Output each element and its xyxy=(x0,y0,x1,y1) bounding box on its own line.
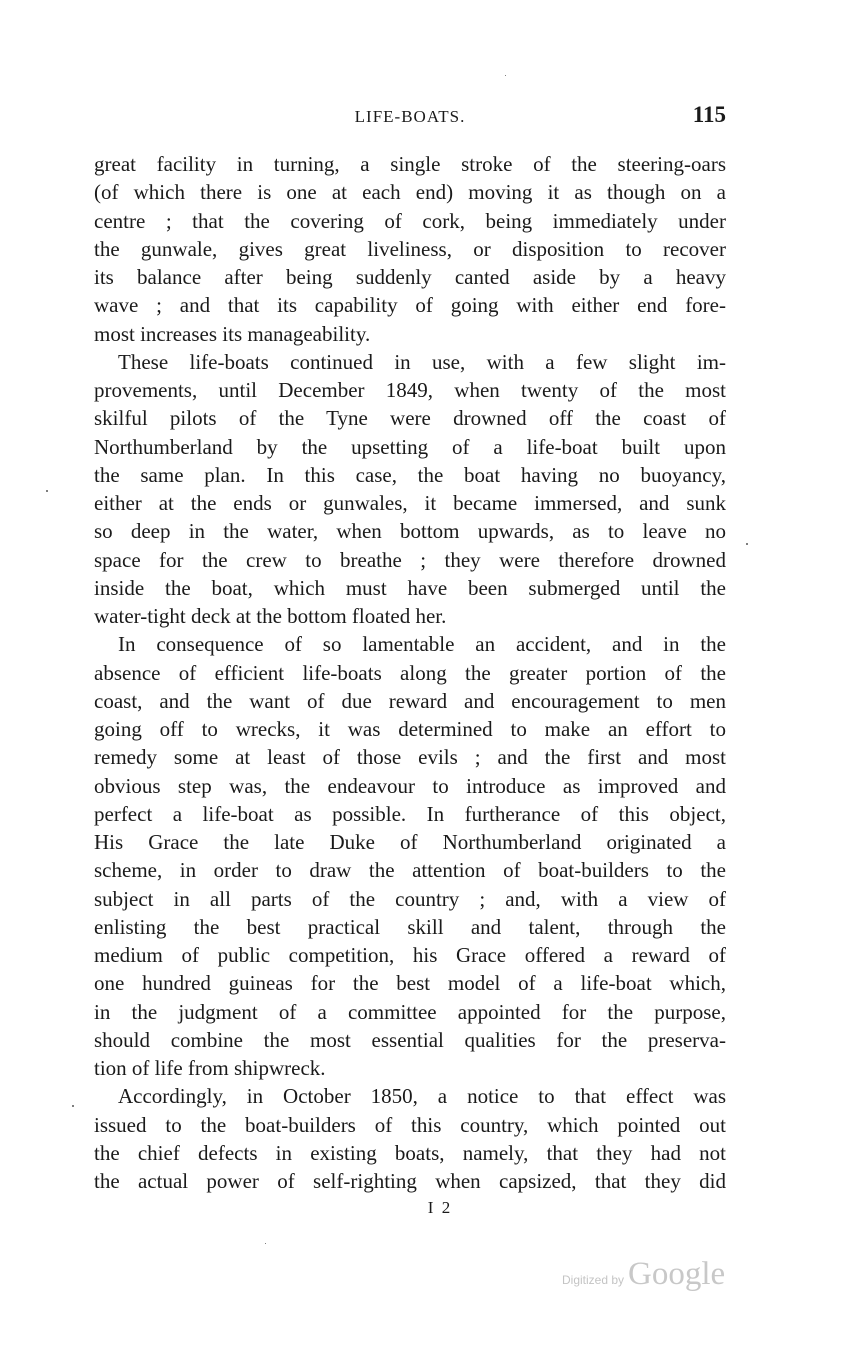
google-logo: Google xyxy=(628,1256,726,1292)
text-line: either at the ends or gunwales, it became immersed, and sunk xyxy=(94,491,726,515)
signature-mark: I 2 xyxy=(427,1198,453,1217)
text-line: one hundred guineas for the best model of a life-boat which, xyxy=(94,971,726,996)
text-line: inside the boat, which must have been submerged until the xyxy=(94,575,726,600)
scan-speck xyxy=(72,1105,74,1107)
text-line: skilful pilots of the Tyne were drowned off the coast of xyxy=(94,406,726,431)
text-line: the actual power of self-righting when capsized, that they did xyxy=(94,1169,726,1193)
text-line: tion of life from shipwreck. xyxy=(94,1056,326,1080)
text-line: These life-boats continued in use, with a few slight im- xyxy=(118,349,726,374)
scan-speck xyxy=(46,490,48,492)
page-number: 115 xyxy=(692,102,726,127)
text-line: great facility in turning, a single stroke of the steering-oars xyxy=(94,152,726,176)
text-line: provements, until December 1849, when twenty of the most xyxy=(94,378,726,402)
text-line: issued to the boat-builders of this country, which pointed out xyxy=(94,1112,726,1137)
text-line: (of which there is one at each end) moving it as though on a xyxy=(94,180,726,205)
text-line: scheme, in order to draw the attention of boat-builders to the xyxy=(94,858,726,883)
running-title: LIFE-BOATS. xyxy=(354,107,466,126)
watermark-prefix: Digitized by xyxy=(562,1273,625,1287)
text-line: obvious step was, the endeavour to introduce as improved and xyxy=(94,773,726,798)
text-line: its balance after being suddenly canted aside by a heavy xyxy=(94,265,726,289)
text-line: subject in all parts of the country ; and, with a view of xyxy=(94,886,726,911)
text-line: enlisting the best practical skill and talent, through the xyxy=(94,914,726,939)
text-line: the chief defects in existing boats, namely, that they had not xyxy=(94,1140,726,1165)
scan-speck xyxy=(746,543,748,545)
text-line: the same plan. In this case, the boat having no buoyancy, xyxy=(94,462,726,487)
text-line: so deep in the water, when bottom upwards, as to leave no xyxy=(94,519,726,544)
scan-speck xyxy=(505,75,506,76)
digitized-watermark xyxy=(562,1256,725,1296)
text-line: In consequence of so lamentable an accident, and in the xyxy=(118,632,726,657)
text-line: the gunwale, gives great liveliness, or disposition to recover xyxy=(94,236,726,261)
scan-speck xyxy=(265,1243,266,1244)
text-line: medium of public competition, his Grace offered a reward of xyxy=(94,943,726,967)
text-line: remedy some at least of those evils ; and the first and most xyxy=(94,745,726,770)
text-line: His Grace the late Duke of Northumberland originated a xyxy=(94,830,726,854)
text-line: perfect a life-boat as possible. In furtherance of this object, xyxy=(94,801,726,826)
text-line: centre ; that the covering of cork, being immediately under xyxy=(94,208,726,233)
text-line: should combine the most essential qualities for the preserva- xyxy=(94,1027,726,1052)
body-text xyxy=(94,150,726,1195)
text-line: space for the crew to breathe ; they were therefore drowned xyxy=(94,547,726,572)
text-line: Accordingly, in October 1850, a notice to that effect was xyxy=(118,1084,726,1109)
text-line: coast, and the want of due reward and encouragement to men xyxy=(94,688,726,713)
text-line: Northumberland by the upsetting of a life-boat built upon xyxy=(94,434,726,459)
text-line: going off to wrecks, it was determined to make an effort to xyxy=(94,717,726,741)
text-line: in the judgment of a committee appointed for the purpose, xyxy=(94,999,726,1024)
text-line: most increases its manageability. xyxy=(94,321,371,346)
running-header xyxy=(94,102,726,132)
text-line: absence of efficient life-boats along the greater portion of the xyxy=(94,660,726,685)
text-line: wave ; and that its capability of going with either end fore- xyxy=(94,293,726,318)
text-line: water-tight deck at the bottom floated her. xyxy=(94,604,447,628)
